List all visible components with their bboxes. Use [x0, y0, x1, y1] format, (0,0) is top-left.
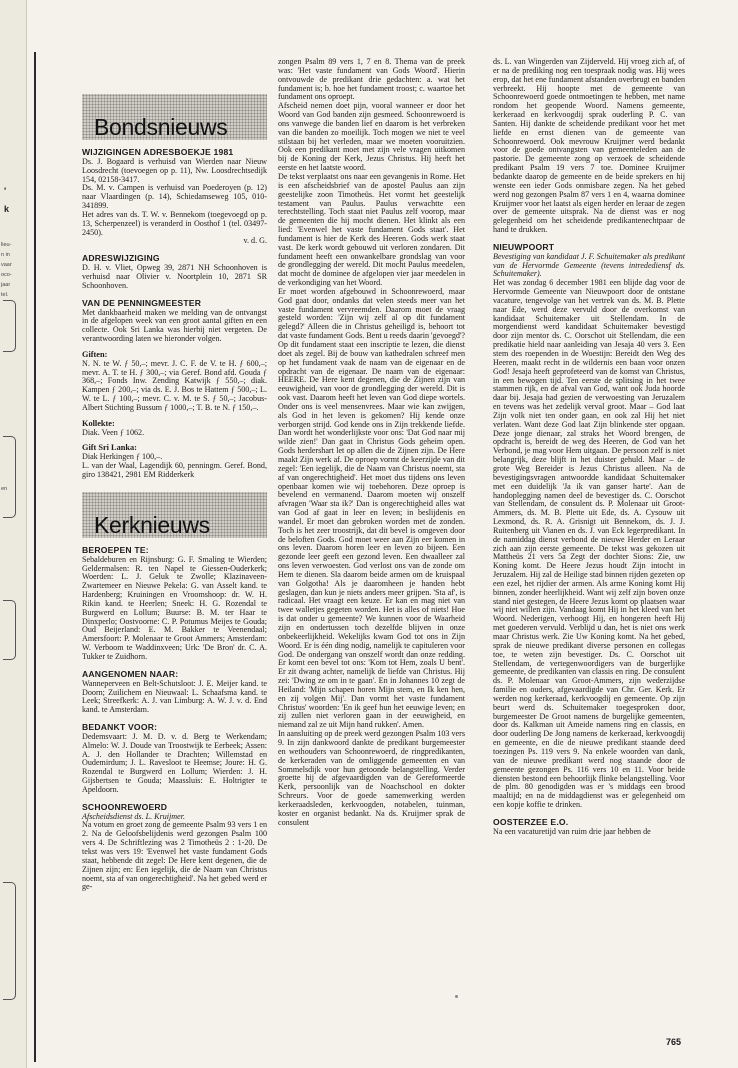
paragraph: Ds. M. v. Campen is verhuisd van Poederoyen (p. 12) naar Vlaardingen (p. 14), Schiedamseweg 105, 010-341899.	[82, 183, 267, 211]
section-heading: OOSTERZEE E.O.	[493, 816, 569, 827]
gutter-mark: k	[4, 204, 10, 214]
gutter-fragment: oco-	[1, 272, 12, 278]
column-3	[493, 58, 685, 837]
kerknieuws-title: Kerknieuws	[94, 512, 210, 538]
sub-heading: Kollekte:	[82, 418, 115, 428]
sub-heading: Giften:	[82, 349, 108, 359]
section-heading: AANGENOMEN NAAR:	[82, 668, 179, 679]
paragraph: Wanneperveen en Belt-Schutsloot: J. E. Meijer kand. te Doorn; Zuilichem en Nieuwaal: L. Schaafsma kand. te Leek; Streefkerk: A. J. van Limburg: A. W. J. v. d. End kand. te Amsterdam.	[82, 678, 267, 715]
kerknieuws-banner	[82, 492, 267, 538]
gutter-fragment: n in	[1, 252, 10, 258]
paragraph: De tekst verplaatst ons naar een gevangenis in Rome. Het is een afscheidsbrief van de apostel Paulus aan zijn geestelijke zoon Timotheüs. Het vormt het geestelijk testament van Paulus. Paulus verwachtte een terechtstelling. Toch staat niet Paulus zelf voorop, maar de gemeenten die hij mocht dienen. Het klinkt als een lied: 'Evenwel het vaste fundament Gods staat'. Het fundament is hier de Kerk des Heeren. Gods werk staat vast. De kerk wordt gebouwd uit verloren zondaren. Dit fundament heeft een onwankelbare grondslag van voor de grondlegging der wereld. Dit mocht Paulus meedelen, dat mocht de dominee de afgelopen vier jaar meedelen in de verkondiging van het Woord.	[278, 171, 465, 288]
gutter-fragment: vaar	[1, 262, 12, 268]
paragraph: Afscheid nemen doet pijn, vooral wanneer er door het Woord van God banden zijn gesmeed. Schoonrewoerd is ons vanwege die banden lief en daarom is het verbreken van die banden zo moeilijk. Toch mogen we niet te veel stilstaan bij het verleden, maar we moeten vooruitzien. Ook een predikant moet met zijn vele vragen uitkomen bij de Koning der Kerk, Jezus Christus. Hij heeft het eerste en het laatste woord.	[278, 101, 465, 173]
article-subtitle: Afscheidsdienst ds. L. Kruijmer.	[82, 811, 185, 821]
gutter-fragment: jaar	[1, 282, 11, 288]
paragraph: D. H. v. Vliet, Opweg 39, 2871 NH Schoonhoven is verhuisd naar Olivier v. Noortplein 10, 2871 SR Schoonhoven.	[82, 263, 267, 290]
section-heading: ADRESWIJZIGING	[82, 253, 160, 264]
paragraph: In aansluiting op de preek werd gezongen Psalm 103 vers 9. In zijn dankwoord dankte de predikant burgemeester en wethouders van Schoonrewoerd, de ringpredikanten, de kerkeraden van de omliggende gemeenten en van Sommelsdijk voor hun getoonde belangstelling. Verder groette hij de afgevaardigden van de Gereformeerde Kerk, persoonlijk van de Noachschool en dokter Schreurs. Voor de goede samenwerking werden kerkeraadsleden, kerkvoogden, notabelen, tuinman, koster en organist bedankt. Na ds. Kruijmer sprak de consulent	[278, 729, 465, 827]
section-heading: BEROEPEN TE:	[82, 544, 149, 555]
gutter-bracket	[3, 300, 16, 352]
section-heading: VAN DE PENNINGMEESTER	[82, 297, 202, 308]
facing-page-strip	[0, 0, 27, 1068]
paragraph: zongen Psalm 89 vers 1, 7 en 8. Thema van de preek was: 'Het vaste fundament van Gods Woord'. Hierin ontvouwde de predikant drie gedachten: a. wat het fundament is; b. hoe het fundament troost; c. waartoe het fundament ons oproept.	[278, 57, 465, 102]
gutter-fragment: lieu-	[1, 242, 12, 248]
bondsnieuws-banner	[82, 94, 267, 140]
paragraph: Het adres van ds. T. W. v. Bennekom (toegevoegd op p. 13, Scherpenzeel) is veranderd in Oosthof 1 (tel. 03497-2450).	[82, 209, 267, 237]
gutter-bracket	[3, 600, 16, 660]
paragraph: Er moet worden afgebouwd in Schoonrewoerd, maar God gaat door, ondanks dat velen steeds meer van het vaste fundament vervreemden. Daarom moet de vraag gesteld worden: 'Zijn wij zelf al op dit fundament gelegd?' Alleen die in Christus geheiligd is, behoort tot dat vaste fundament Gods. Bent u reeds daarin 'gevoegd'? Op dit fundament staat een inscriptie te lezen, die dienst doet als zegel. Bij de bouw van kathedralen schreef men op het fundament vaak de naam van de eigenaar en de opdracht van de eigenaar. De naam van de eigenaar: HEERE. De Here kent degenen, die de Zijnen zijn van eeuwigheid, van voor de grondlegging der wereld. Dit is ook vast. Daarom heeft het leven van God diepe wortels. Onder ons is veel mensenvrees. Maar wie kan zwijgen, als God in het leven is gekomen? Hij kende onze verborgen strijd. God kende ons in Zijn trekkende liefde. Dan wordt het wonderlijkste voor ons: 'Dat God naar mij wilde zien!' Dan gaat in Christus Gods geheim open. Gods herdershart let op allen die de Zijnen zijn. De Here maakt Zijn werk af. De oproep vormt de keerzijde van dit zegel: 'Een iegelijk, die de Naam van Christus noemt, sta af van ongerechtigheid'. Het moet dus tijdens ons leven openbaar komen wie wij toebehoren. Deze oproep is bevelend en vermanend. Daarom moeten wij onszelf afvragen 'Waar sta ik?' Dan is ongerechtigheid alles wat van God af gaat in leer en leven; in beslijdenis en wandel. Er moet dan gebroken worden met de zonden. Toch is het zeer troostrijk, dat dit bevel is omgeven door de beloften Gods. God moet weer aan Zijn eer komen in ons leven. Daarom horen leer en leven zo bijeen. Een gezonde leer geeft een gezond leven. Een dwaalleer zal ons leven verwoesten. God verlost ons van de zonde om Hem te dienen. Sla daarom beide armen om de kruispaal van Golgotha! Als je daaromheen je handen hebt geslagen, dan kun je niets anders meer grijpen. 'Sta af', is radicaal. Het vraagt een keuze. Er kan en mag niet van twee walletjes gegeten worden. Het is alles of niets! Hoe is dat onder u gemeente? We kunnen voor de Waarheid zijn en ondertussen toch dezelfde blijven in onze onbekeerlijkheid. Wekelijks kwam God tot ons in Zijn Woord. Er is één ding nodig, namelijk te capituleren voor God. De ondergang van onszelf wordt dan onze redding. Er komt een bevel tot ons: 'Kom tot Hem, zoals U bent'. Er zit dwang achter, namelijk de liefde van Christus. Hij zei: 'Dwing ze om in te gaan'. En in Johannes 10 zegt de Heiland: 'Mijn schapen horen Mijn stem, en Ik ken hen, en zij volgen Mij'. Dan vormt het vaste fundament Christus' woorden: 'En ik geef hun het eeuwige leven; en zij zullen niet verloren gaan in der eeuwigheid, en niemand zal ze uit Mijn hand rukken'. Amen.	[278, 286, 465, 730]
bondsnieuws-title: Bondsnieuws	[94, 114, 228, 141]
section-heading: SCHOONREWOERD	[82, 801, 168, 812]
gutter-bracket	[3, 436, 16, 518]
signature: v. d. G.	[243, 236, 267, 246]
column-2	[278, 58, 465, 827]
article-subtitle: Bevestiging van kandidaat J. F. Schuitemaker als predikant van de Hervormde Gemeente (tevens intredediensf ds. Schuitemaker).	[493, 251, 685, 279]
paragraph: ds. L. van Wingerden van Zijderveld. Hij vroeg zich af, of er na de prediking nog een toespraak nodig was. Hij wees erop, dat het ene fundament afstanden overbrugt en banden verbreekt. Hij hoopte met de gemeente van Schoonrewoerd goede ontmoetingen te hebben, met name rondom het geopende Woord. Namens gemeente, kerkeraad en kerkvoogdij sprak ouderling P. C. van Santen. Hij dankte de scheidende predikant voor het met liefde en ernst dienen van de gemeente van Schoonrewoerd. Ook mevrouw Kruijmer werd bedankt voor de goede ontvangsten van gemeenteleden aan de pastorie. De gemeente zong op verzoek de scheidende predikant Psalm 19 vers 7 toe. Dominee Kruijmer bedankte daarop de gemeente en de beide sprekers en hij wenste een ieder Gods onmisbare zegen. Na het gebed werd nog gezongen Psalm 87 vers 1 en 4, waarna dominee Kruijmer voor het laatst als eigen herder en leraar de zegen over de gemeente uitsprak. Na de dienst was er nog gelegenheid om het scheidende predikantenechtpaar de hand te drukken.	[493, 57, 685, 235]
section-heading: WIJZIGINGEN ADRESBOEKJE 1981	[82, 147, 234, 157]
paragraph: Het was zondag 6 december 1981 een blijde dag voor de Hervormde Gemeente van Nieuwpoort door de ontstane vacature, tengevolge van het vertrek van ds. M. B. Plette naar Ede, werd deze vervuld door de overkomst van kandidaat Schuitemaker uit Stellendam. In de morgendienst werd kandidaat Schuitemaker bevestigd door zijn mentor ds. C. Oorschot uit Stellendam, die een predikatie hield naar aanleiding van Jesaja 40 vers 3. Een stem des roependen in de Woestijn: Bereidt den Weg des Heeren, maakt recht in de wildernis een baan voor onzen God! Jesaja heeft geprofeteerd van de komst van Christus, in een bewogen tijd. Ten eerste de splitsing in het twee stammen rijk, en de afval van God, want ook Juda hoorde daar bij. Jesaja had gezien de verwoesting van Jeruzalem en tevens was het zedelijk verval groot. Maar – God laat Zijn volk niet ten onder gaan, en ook zal Hij het niet verlaten. Want deze God laat Zijn blinkende ster opgaan. Deze jonge dienaar, zal straks het Woord brengen, de opdracht is, bereidt de weg des Heeren, de God van het Verbond, je mag voor Hem uitgaan. De persoon zelf is niet belangrijk, deze blijft in het duister gehuld. Maar – de grote Weg Bereider is Jezus Christus alleen. Na de bevestigingsvragen antwoordde kandidaat Schuitemaker met een duidelijk 'Ja ik van ganser harte'. Aan de handoplegging namen deel de bevestiger ds. C. Oorschot van Stellendam, de consulent ds. P. Molenaar uit Groot-Ammers, ds. M. B. Plette uit Ede, ds. A. Cysouw uit Lexmond, ds. R. A. Grisnigt uit Bennekom, ds. J. J. Ruitenberg uit Vianen en ds. J. van Eck legerpredikant. In de namiddag dienst verbond de nieuwe Herder en Leraar zich aan zijn eerste gemeente. De tekst was gekozen uit Mattheüs 21 vers 5a Zegt der dochter Sions: Zie, uw Koning komt. De Heere Jezus houdt Zijn intocht in Jeruzalem. Hij zal de Heilige stad binnen rijden gezeten op een ezel, het rijdier der armen. Als arme Koning komt Hij binnen, zonder heerlijkheid. Want wij zelf zijn boven onze stand niet gestegen, de Heere Jezus komt op plaatsen waar wij niet willen zijn. Vandaag komt Hij in het kleed van het Woord. Nederigen, verhoogt Hij, en hongeren heeft Hij met goederen vervuld. Verblijd u dan, het is niet ons werk maar Christus werk. Zie Uw Koning komt. Na het gebed, sprak de nieuwe predikant diverse personen en collegas toe, te weten zijn bevestiger. Ds. C. Oorschot uit Stellendam, de vertegenwoordigers van de burgerlijke gemeente, de predikanten van classis en ring. De consulent ds. P. Molenaar van Groot-Ammers, zijn wederzijdse familie en ouders, afgevaardigde van Chr. Ger. Kerk. Er werden nog kerkeraad, kerkvoogdij en gemeente. Op zijn beurt werd ds. Schuitemaker toegesproken door, burgemeester De Groot namens de burgelijke gemeenten, door ds. Kalkman uit Ameide namens ring en classis, en door ouderling De Jong namens de kerkeraad, kerkvoogdij en gemeente, en die de nieuwe predikant staande deed toezingen Ps. 119 vers 9. Na enkele woorden van dank, van de nieuwe predikant werd nog staande door de gemeente gezongen Ps. 116 vers 10 en 11. Voor beide diensten bestond een behoorlijk flinke belangstelling. Voor de plm. 80 genodigden was er 's middags een brood maaltijd; en na de middagdienst was er gelegenheid om een kopje koffie te drinken.	[493, 278, 685, 810]
section-heading: NIEUWPOORT	[493, 241, 555, 252]
paragraph: Diak Herkingen ƒ 100,–.	[82, 452, 163, 462]
gutter-fragment: tel.	[1, 292, 9, 298]
paragraph: Dedemsvaart: J. M. D. v. d. Berg te Werkendam; Almelo: W. J. Doude van Troostwijk te Eerbeek; Assen: A. J. den Hollander te Drachten; Willemstad en Oudemirdum; J. L. Ravesloot te Heemse; Joure: H. G. Rozendal te Burgwerd en Lollum; Wierden: J. H. Gijsbertsen te Gouda; Maassluis: E. Holtrigter te Apeldoorn.	[82, 731, 267, 794]
paragraph: Sebaldeburen en Rijnsburg: G. F. Smaling te Wierden; Geldermalsen: R. ten Napel te Giessen-Ouderkerk; Woerden: L. J. Geluk te Zwolle; Klazinaveen-Zwartemeer en Nieuwe Pekela: G. van Asselt kand. te Hardenberg; Kruiningen en Vroomshoop: dr. W. H. Rikin kand. te Heerlen; Sneek: H. G. Rozendal te Burgwerd en Lollum; Buurse: B. M. ter Haar te Dinxperlo; Oostvoorne: C. P. Potumus Meijes te Gouda; Oud Beijerland: E. M. Bakker te Veenendaal; Amersfoort: P. Molenaar te Groot Ammers; Amsterdam: W. Verboom te Waddinxveen; Urk: 'De Bron' dr. C. A. Tukker te Zuidhorn.	[82, 554, 267, 661]
gutter-bracket	[3, 882, 16, 1000]
paragraph: L. van der Waal, Lagendijk 60, penningm. Geref. Bond, giro 138421, 2981 EM Ridderkerk	[82, 461, 267, 479]
sub-heading: Gift Sri Lanka:	[82, 443, 137, 453]
page-number: 765	[666, 1037, 682, 1047]
section-heading: BEDANKT VOOR:	[82, 722, 158, 733]
paragraph: Ds. J. Bogaard is verhuisd van Wierden naar Nieuw Loosdrecht (toevoegen op p. 11), Nw. Loosdrechtsedijk 154, 02158-3417.	[82, 156, 267, 184]
paragraph: N. N. te W. ƒ 50,–; mevr. J. C. F. de V. te H. ƒ 600,–; mevr. A. T. te H. ƒ 300,–; via Geref. Bond afd. Gouda ƒ 368,–; Fonds Inw. Zending Katwijk ƒ 550,–; diak. Kampen ƒ 200,–; via ds. E. J. Bos te Hattem ƒ 500,–; L. W. te L. ƒ 100,–; mevr. C. v. M. te S. ƒ 50,–; Jacobus-Albert Stichting Bussum ƒ 1000,–; T. B. te N. ƒ 150,–.	[82, 358, 267, 412]
column-rule	[34, 52, 36, 1062]
gutter-fragment: en	[1, 486, 8, 492]
gutter-mark: '	[4, 186, 7, 196]
paragraph: Na een vacaturetijd van ruim drie jaar hebben de	[493, 826, 651, 836]
paragraph: Diak. Veen ƒ 1062.	[82, 427, 145, 437]
column-1	[82, 88, 267, 892]
paragraph: Met dankbaarheid maken we melding van de ontvangst in de afgelopen week van een groot aantal giften en een collecte. Ook Sri Lanka was hierbij niet vergeten. De verantwoording laten we hieronder volgen.	[82, 307, 267, 344]
paragraph: Na votum en groet zong de gemeente Psalm 93 vers 1 en 2. Na de Geloofsbelijdenis werd gezongen Psalm 100 vers 4. De Schriftlezing was 2 Timotheüs 2 : 1-20. De tekst was vers 19: 'Evenwel het vaste fundament Gods staat, hebbende dit zegel: De Here kent degenen, die de Zijnen zijn; en: Een iegelijk, die de Naam van Christus noemt, sta af van ongerechtigheid'. Na het gebed werd er ge-	[82, 820, 267, 892]
print-speck	[455, 995, 458, 998]
